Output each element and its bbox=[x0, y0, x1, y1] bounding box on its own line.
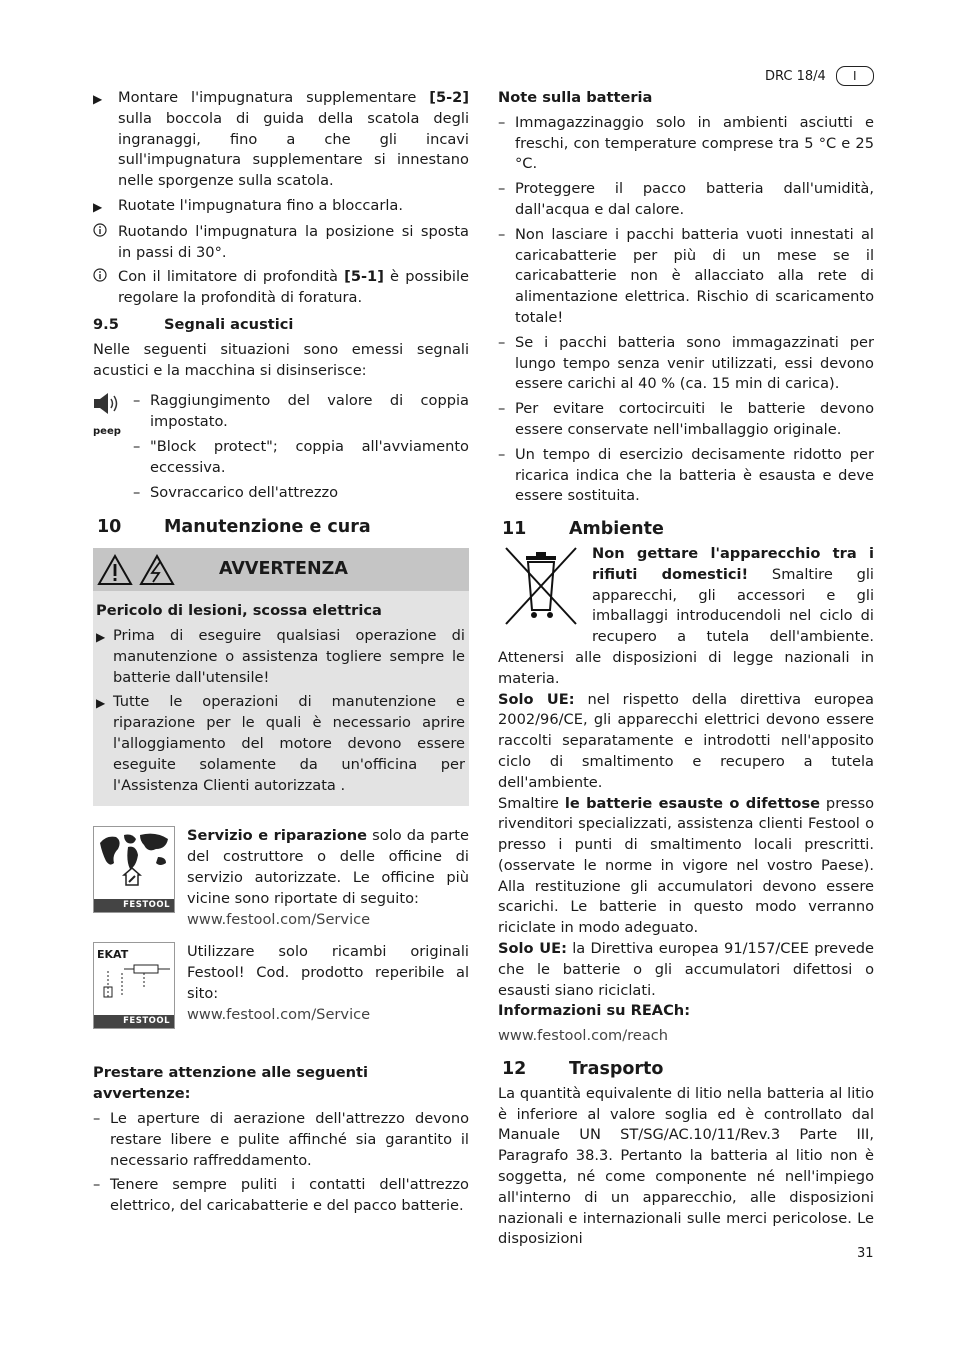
crossed-bin-icon bbox=[500, 544, 582, 628]
arrow-bullet-icon: ▶ bbox=[93, 92, 103, 106]
environment-text: Non gettare l'apparecchio tra i rifiuti domestici! Smaltire gli apparecchi, gli accessori e gli imballaggi introducendoli nel ciclo di recupero a tutela dell'ambiente. Attenersi alle disposizioni di legge nazionali in materia. bbox=[498, 544, 874, 687]
spare-parts-block bbox=[93, 942, 469, 1029]
ekat-catalog-icon: EKAT FESTOOL bbox=[93, 942, 175, 1029]
service-link[interactable]: www.festool.com/Service bbox=[187, 910, 371, 928]
warning-box bbox=[93, 548, 469, 806]
arrow-bullet-icon: ▶ bbox=[96, 629, 106, 644]
bullet-item: ▶ Tutte le operazioni di manutenzione e riparazione per le quali è necessario aprire l'alloggiamento del motore devono essere eseguite solamente da un'officina per l'Assistenza Clienti autorizzata . bbox=[96, 692, 465, 796]
festool-logo: FESTOOL bbox=[94, 1015, 174, 1028]
warning-triangle-icon bbox=[97, 554, 133, 586]
list-item: – Le aperture di aerazione dell'attrezzo devono restare libere e pulite affinché sia garantito il necessario raffreddamento. bbox=[93, 1110, 469, 1169]
attention-title: Prestare attenzione alle seguenti avvertenze: bbox=[93, 1064, 368, 1103]
info-icon bbox=[93, 267, 118, 309]
battery-notes-title: Note sulla batteria bbox=[498, 89, 653, 106]
reach-link[interactable]: www.festool.com/reach bbox=[498, 1027, 669, 1045]
acoustic-signals bbox=[93, 391, 469, 507]
page-header bbox=[765, 66, 874, 86]
ekat-text: Utilizzare solo ricambi originali Festool! Cod. prodotto reperibile al sito: bbox=[187, 943, 469, 1002]
arrow-bullet-icon: ▶ bbox=[96, 696, 106, 711]
eu-directive-text: Solo UE: nel rispetto della direttiva europea 2002/96/CE, gli apparecchi elettrici devono essere raccolti separatamente e introdotti nell'apposito ciclo di smaltimento e recupero a tutela dell'ambiente. bbox=[498, 690, 874, 791]
reach-title: Informazioni su REACh: bbox=[498, 1002, 691, 1020]
electric-shock-icon bbox=[139, 554, 175, 586]
transport-text: La quantità equivalente di litio nella batteria al litio è inferiore al valore soglia ed è controllato dal Manuale UN ST/SG/AC.10/11/Rev.3 Parte III, Paragrafo 38.3. Pertanto la batteria al litio non è soggetta, né come componente né nell'impiego all'interno di un apparecchio, alle disposizioni nazionali e internazionali sulle merci pericolose. Le disposizioni bbox=[498, 1084, 874, 1248]
service-world-map-icon bbox=[93, 826, 175, 913]
bullet-item: ▶ Ruotate l'impugnatura fino a bloccarla. bbox=[93, 196, 469, 218]
section-intro: Nelle seguenti situazioni sono emessi segnali acustici e la macchina si disinserisce: bbox=[93, 340, 469, 379]
page-number: 31 bbox=[857, 1246, 874, 1261]
speaker-icon bbox=[93, 391, 123, 419]
info-item: Ruotando l'impugnatura la posizione si sposta in passi di 30°. bbox=[93, 222, 469, 264]
service-text: Servizio e riparazione solo da parte del costruttore o delle officine di servizio autorizzate. Le officine più vicine sono riportate di seguito: bbox=[187, 827, 469, 907]
service-block bbox=[93, 826, 469, 934]
list-item: – Raggiungimento del valore di coppia impostato. bbox=[133, 392, 469, 431]
bullet-item: ▶ Montare l'impugnatura supplementare [5-2] sulla boccola di guida della scatola degli ingranaggi, fino a che gli incavi sull'impugnatura supplementare si innestano nelle sporgenze sulla scatola. bbox=[93, 88, 469, 192]
list-item: – Tenere sempre puliti i contatti dell'attrezzo elettrico, del caricabatterie e del pacco batterie. bbox=[93, 1176, 469, 1215]
info-icon bbox=[93, 222, 118, 264]
section-heading: 12 Trasporto bbox=[502, 1059, 664, 1080]
bullet-item: ▶ Prima di eseguire qualsiasi operazione di manutenzione o assistenza togliere sempre le batterie dall'utensile! bbox=[96, 626, 465, 688]
warning-title: AVVERTENZA bbox=[219, 559, 348, 580]
list-item: – Proteggere il pacco batteria dall'umidità, dall'acqua e dal calore. bbox=[498, 180, 874, 218]
language-badge: I bbox=[836, 66, 874, 86]
list-item: – Se i pacchi batteria sono immagazzinati per lungo tempo senza venir utilizzati, essi devono essere carichi al 40 % (ca. 15 min di carica). bbox=[498, 333, 874, 393]
section-heading: 9.5 Segnali acustici bbox=[93, 315, 294, 333]
list-item: – Sovraccarico dell'attrezzo bbox=[133, 483, 339, 501]
right-column bbox=[498, 88, 874, 1250]
warning-subtitle: Pericolo di lesioni, scossa elettrica bbox=[96, 602, 382, 620]
battery-disposal-text: Smaltire le batterie esauste o difettose presso rivenditori specializzati, assistenza clienti Festool o presso i punti di smaltimento locali prescritti. (osservate le norme in vigore nel vostro Paese). Alla restituzione gli accumulatori devono essere scarichi. Le batterie in questo modo verranno riciclate in modo adeguato. bbox=[498, 794, 874, 937]
ekat-link[interactable]: www.festool.com/Service bbox=[187, 1005, 371, 1023]
left-column bbox=[93, 88, 469, 1221]
arrow-bullet-icon: ▶ bbox=[93, 199, 103, 214]
list-item: – Immagazzinaggio solo in ambienti asciutti e freschi, con temperature comprese tra 5 °C e 25 °C. bbox=[498, 113, 874, 173]
model-label: DRC 18/4 bbox=[765, 68, 826, 84]
festool-logo: FESTOOL bbox=[94, 899, 174, 912]
section-heading: 10 Manutenzione e cura bbox=[97, 517, 371, 538]
list-item: – "Block protect"; coppia all'avviamento eccessiva. bbox=[133, 437, 469, 476]
list-item: – Un tempo di esercizio decisamente ridotto per ricarica indica che la batteria è esausta e deve essere sostituita. bbox=[498, 445, 874, 505]
peep-label: peep bbox=[93, 426, 121, 438]
list-item: – Non lasciare i pacchi batteria vuoti innestati al caricabatterie per più di un mese se il caricabatterie non è allacciato alla rete di alimentazione elettrica. Rischio di scaricamento totale! bbox=[498, 225, 874, 326]
eu-battery-directive-text: Solo UE: la Direttiva europea 91/157/CEE prevede che le batterie o gli accumulatori difettosi o esausti siano riciclati. bbox=[498, 940, 874, 999]
environment-block bbox=[498, 544, 874, 690]
list-item: – Per evitare cortocircuiti le batterie devono essere conservate nell'imballaggio originale. bbox=[498, 400, 874, 438]
info-item: Con il limitatore di profondità [5-1] è possibile regolare la profondità di foratura. bbox=[93, 267, 469, 309]
section-heading: 11 Ambiente bbox=[502, 519, 664, 540]
